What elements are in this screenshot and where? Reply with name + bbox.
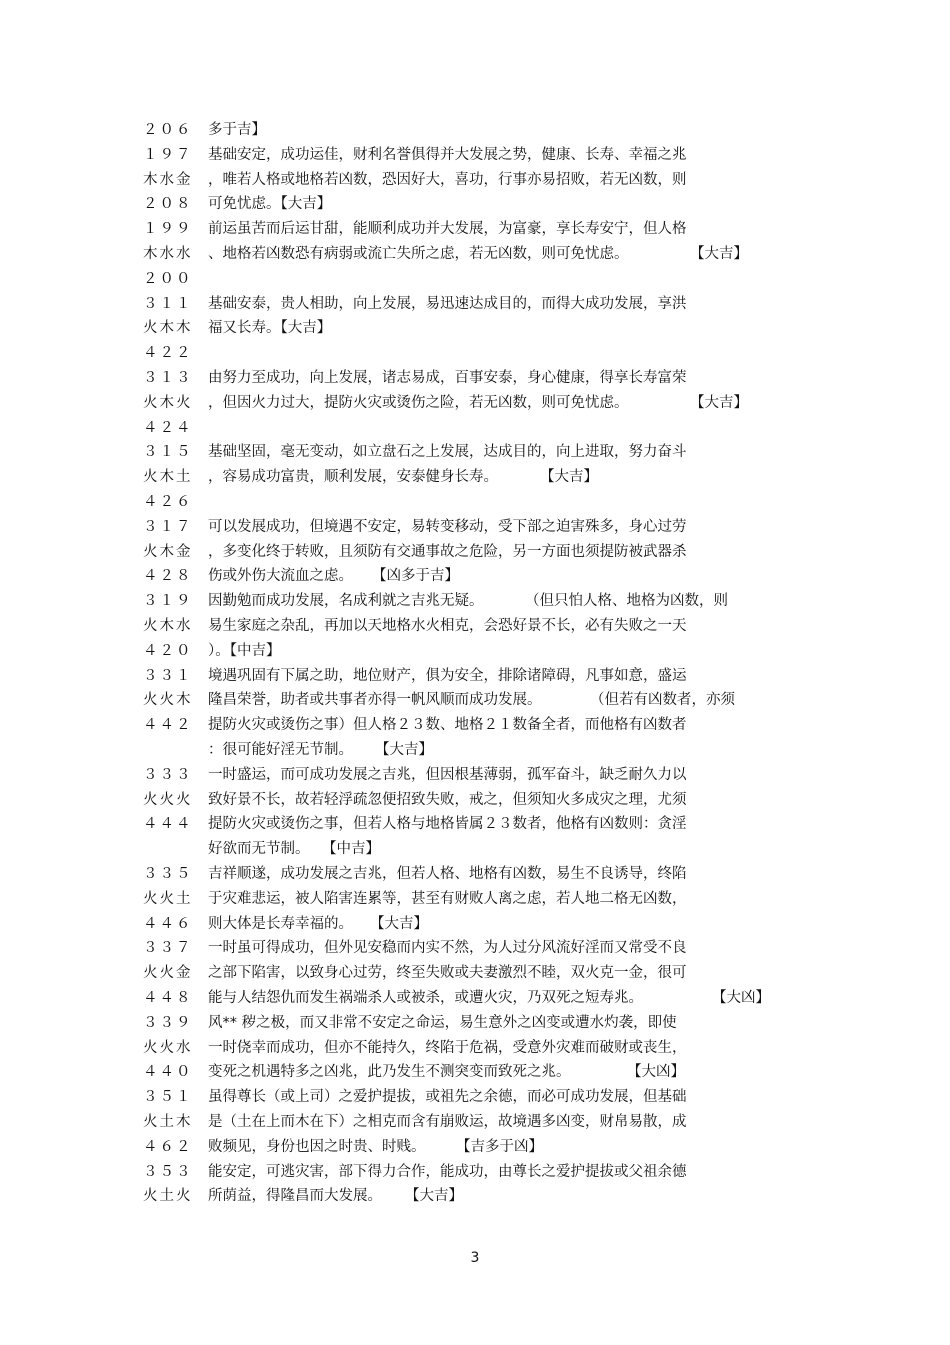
entry-number: ４４８: [143, 990, 193, 1006]
entry-number: ４２４: [143, 419, 193, 436]
fortune-tag: （但只怕人格、地格为凶数，则: [525, 593, 728, 610]
fortune-tag: 【凶多于吉】: [372, 568, 459, 585]
entry-text: 吉祥顺遂，成功发展之吉兆，但若人格、地格有凶数，易生不良诱导，终陷: [208, 866, 687, 882]
text-line: [0, 713, 950, 737]
entry-number: ３３１: [143, 667, 193, 684]
entry-text: 一时盛运，而可成功发展之吉兆，但因根基薄弱，孤军奋斗，缺乏耐久力以: [208, 766, 687, 783]
text-line: [0, 341, 950, 365]
entry-number: ２０８: [143, 196, 193, 213]
entry-number: 火木木: [143, 320, 193, 337]
entry-number: １９９: [143, 221, 193, 238]
entry-number: ３３５: [143, 866, 193, 882]
entry-text: 隆昌荣誉，助者或共事者亦得一帆风顺而成功发展。: [208, 692, 542, 709]
text-line: [0, 614, 950, 638]
text-line: [0, 391, 950, 415]
fortune-tag: 【大吉】: [375, 742, 433, 758]
entry-number: ３１７: [143, 518, 193, 535]
fortune-tag: 【大吉】: [405, 1188, 463, 1205]
entry-text: 境遇巩固有下属之助，地位财产，俱为安全，排除诸障碍，凡事如意，盛运: [208, 667, 687, 684]
entry-text: 一时侥幸而成功，但亦不能持久，终陷于危祸，受意外灾难而破财或丧生，: [208, 1039, 687, 1056]
entry-text: 可以发展成功，但境遇不安定，易转变移动，受下部之迫害殊多，身心过劳: [208, 518, 687, 535]
text-line: [0, 1085, 950, 1109]
text-line: [0, 267, 950, 291]
fortune-tag: 【大吉】: [690, 394, 748, 411]
text-line: [0, 812, 950, 836]
fortune-tag: 【大吉】: [690, 246, 748, 262]
text-line: [0, 416, 950, 440]
entry-text: 一时虽可得成功，但外见安稳而内实不然，为人过分风流好淫而又常受不良: [208, 940, 687, 957]
entry-text: 能与人结怨仇而发生祸端杀人或被杀，或遭火灾，乃双死之短寿兆。: [208, 990, 643, 1006]
entry-text: ，唯若人格或地格若凶数，恐因好大，喜功，行事亦易招败，若无凶数，则: [208, 171, 687, 188]
entry-number: ３５３: [143, 1163, 193, 1180]
fortune-tag: 【大凶】: [712, 990, 770, 1006]
entry-text: ，容易成功富贵，顺利发展，安泰健身长寿。: [208, 469, 498, 486]
text-line: [0, 688, 950, 712]
entry-text: ：很可能好淫无节制。: [208, 742, 353, 758]
entry-number: 火火火: [143, 791, 193, 808]
text-line: [0, 118, 950, 142]
fortune-tag: 【大凶】: [627, 1064, 685, 1081]
page-number: 3: [470, 1250, 480, 1266]
entry-number: 火木火: [143, 394, 193, 411]
text-line: [0, 540, 950, 564]
text-line: [0, 1011, 950, 1035]
text-line: [0, 490, 950, 514]
entry-number: 火土木: [143, 1114, 193, 1130]
text-line: [0, 961, 950, 985]
entry-number: 火火土: [143, 890, 193, 907]
entry-text: 则大体是长寿幸福的。: [208, 915, 353, 932]
entry-text: 前运虽苦而后运甘甜，能顺利成功并大发展，为富豪，享长寿安宁，但人格: [208, 221, 687, 238]
entry-number: ３３７: [143, 940, 193, 957]
entry-number: 火火金: [143, 965, 193, 982]
text-line: [0, 1135, 950, 1159]
entry-text: 致好景不长，故若轻浮疏忽便招致失败，戒之，但须知火多成灾之理，尤须: [208, 791, 687, 808]
entry-number: ３５１: [143, 1089, 193, 1106]
entry-number: ３１１: [143, 295, 193, 312]
entry-text: 基础安泰，贵人相助，向上发展，易迅速达成目的，而得大成功发展，享洪: [208, 295, 687, 312]
entry-number: ２０６: [143, 122, 193, 138]
entry-text: 基础安定，成功运佳，财利名誉俱得并大发展之势，健康、长寿、幸福之兆: [208, 146, 687, 163]
entry-number: 木水金: [143, 171, 193, 188]
entry-number: ２００: [143, 270, 193, 287]
entry-number: ４２６: [143, 494, 193, 510]
entry-number: ４４２: [143, 717, 193, 734]
entry-text: 变死之机遇特多之凶兆，此乃发生不测突变而致死之兆。: [208, 1064, 571, 1081]
entry-text: ）。【中吉】: [208, 642, 281, 659]
entry-text: 、地格若凶数恐有病弱或流亡失所之虑，若无凶数，则可免忧虑。: [208, 246, 629, 262]
entry-text: 伤或外伤大流血之虑。: [208, 568, 353, 585]
text-line: [0, 217, 950, 241]
entry-number: 火火水: [143, 1039, 193, 1056]
entry-number: ３１９: [143, 593, 193, 610]
entry-text: 福又长寿。【大吉】: [208, 320, 332, 337]
entry-number: ３１３: [143, 370, 193, 386]
entry-text: 提防火灾或烫伤之事）但人格２３数、地格２１数备全者，而他格有凶数者: [208, 717, 687, 734]
entry-text: ，多变化终于转败，且须防有交通事故之危险，另一方面也须提防被武器杀: [208, 543, 687, 560]
text-line: [0, 168, 950, 192]
entry-number: 木水水: [143, 246, 193, 262]
text-line: [0, 1060, 950, 1084]
text-line: [0, 986, 950, 1010]
entry-text: 于灾难悲运，被人陷害连累等，甚至有财败人离之虑，若人地二格无凶数，: [208, 890, 687, 907]
entry-text: 基础坚固，毫无变动，如立盘石之上发展，达成目的，向上进取，努力奋斗: [208, 444, 687, 461]
text-line: [0, 936, 950, 960]
entry-number: ３３３: [143, 766, 193, 783]
text-line: [0, 143, 950, 167]
entry-text: 多于吉】: [208, 122, 266, 138]
fortune-tag: 【大吉】: [370, 915, 428, 932]
entry-number: ４２８: [143, 568, 193, 585]
entry-number: 火木金: [143, 543, 193, 560]
entry-number: 火木水: [143, 618, 193, 634]
text-line: [0, 1036, 950, 1060]
text-line: [0, 788, 950, 812]
entry-number: ３３９: [143, 1014, 193, 1031]
text-line: [0, 887, 950, 911]
text-line: [0, 465, 950, 489]
entry-number: １９７: [143, 146, 193, 163]
entry-text: 好欲而无节制。: [208, 841, 310, 858]
text-line: [0, 837, 950, 861]
entry-text: 由努力至成功，向上发展，诸志易成，百事安泰，身心健康，得享长寿富荣: [208, 370, 687, 386]
fortune-tag: 【大吉】: [540, 469, 598, 486]
text-line: [0, 664, 950, 688]
entry-number: ４２２: [143, 345, 193, 362]
entry-number: ４４０: [143, 1064, 193, 1081]
text-line: [0, 912, 950, 936]
entry-number: 火火木: [143, 692, 193, 709]
text-line: [0, 242, 950, 266]
text-line: [0, 1160, 950, 1184]
text-line: [0, 738, 950, 762]
text-line: [0, 366, 950, 390]
entry-text: ，但因火力过大，提防火灾或烫伤之险，若无凶数，则可免忧虑。: [208, 394, 629, 411]
entry-number: ４４６: [143, 915, 193, 932]
entry-text: 易生家庭之杂乱，再加以天地格水火相克，会恐好景不长，必有失败之一天: [208, 618, 687, 634]
entry-number: 火土火: [143, 1188, 193, 1205]
text-line: [0, 192, 950, 216]
entry-number: ３１５: [143, 444, 193, 461]
entry-number: ４２０: [143, 642, 193, 659]
text-line: [0, 316, 950, 340]
text-line: [0, 639, 950, 663]
entry-text: 虽得尊长（或上司）之爱护提拔，或祖先之余德，而必可成功发展，但基础: [208, 1089, 687, 1106]
fortune-tag: 【吉多于凶】: [456, 1138, 543, 1155]
text-line: [0, 564, 950, 588]
text-line: [0, 862, 950, 886]
entry-text: 风** 秽之极，而又非常不安定之命运，易生意外之凶变或遭水灼袭，即使: [208, 1014, 677, 1031]
entry-text: 败频见，身份也因之时贵、时贱。: [208, 1138, 426, 1155]
entry-text: 能安定，可逃灾害，部下得力合作，能成功，由尊长之爱护提拔或父祖余德: [208, 1163, 687, 1180]
entry-number: 火木土: [143, 469, 193, 486]
entry-text: 因勤勉而成功发展，名成利就之吉兆无疑。: [208, 593, 484, 610]
text-line: [0, 1184, 950, 1208]
entry-text: 之部下陷害，以致身心过劳，终至失败或夫妻激烈不睦，双火克一金，很可: [208, 965, 687, 982]
fortune-tag: （但若有凶数者，亦须: [590, 692, 735, 709]
text-line: [0, 292, 950, 316]
text-line: [0, 515, 950, 539]
fortune-tag: 【中吉】: [322, 841, 380, 858]
text-line: [0, 440, 950, 464]
text-line: [0, 763, 950, 787]
entry-text: 可免忧虑。【大吉】: [208, 196, 332, 213]
text-line: [0, 1110, 950, 1134]
entry-text: 是（土在上而木在下）之相克而含有崩败运，故境遇多凶变，财帛易散，成: [208, 1114, 687, 1130]
text-line: [0, 589, 950, 613]
entry-number: ４４４: [143, 816, 193, 833]
entry-number: ４６２: [143, 1138, 193, 1155]
entry-text: 提防火灾或烫伤之事，但若人格与地格皆属２３数者，他格有凶数则：贪淫: [208, 816, 687, 833]
entry-text: 所荫益，得隆昌而大发展。: [208, 1188, 382, 1205]
